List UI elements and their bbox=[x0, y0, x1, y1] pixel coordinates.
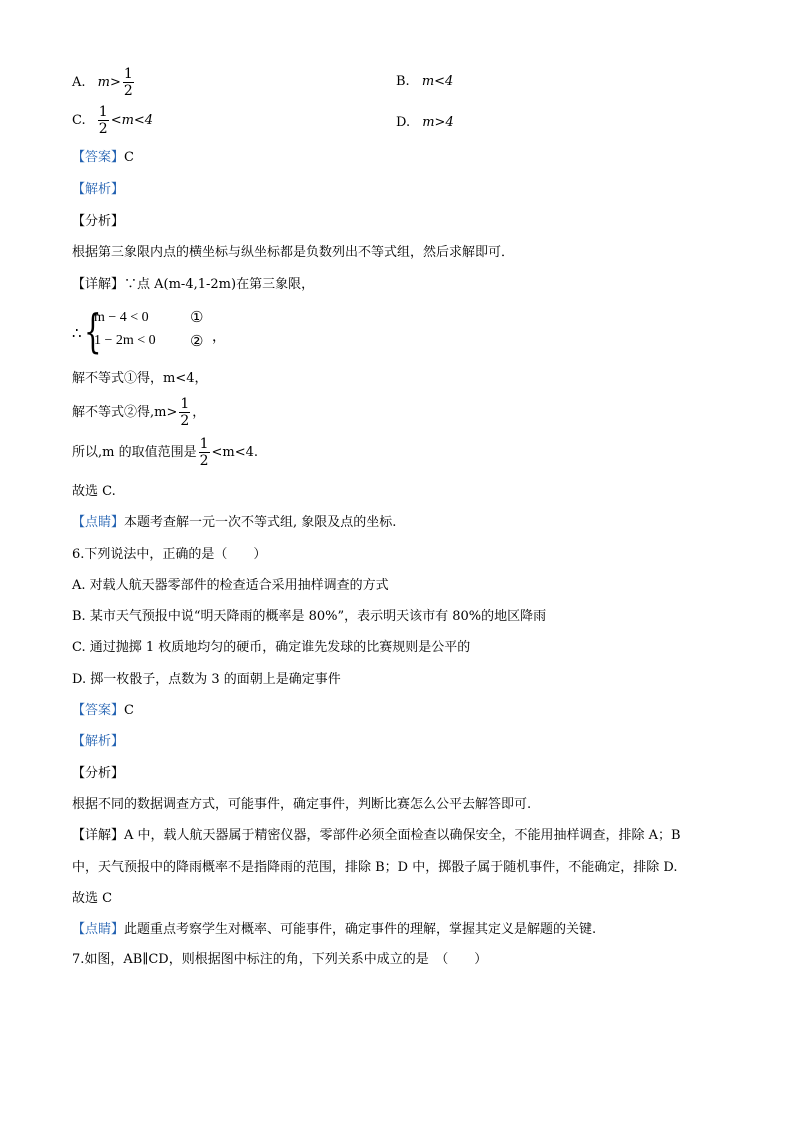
option-letter: B. bbox=[396, 74, 410, 89]
q6-choose: 故选 C bbox=[72, 891, 113, 906]
dianjing-label: 【点睛】 bbox=[72, 515, 125, 530]
q6-dianjing bbox=[72, 921, 596, 939]
answer-value: C bbox=[124, 150, 134, 165]
q5-choose: 故选 C. bbox=[72, 484, 116, 499]
fraction bbox=[179, 396, 190, 429]
dianjing-text: 本题考查解一元一次不等式组, 象限及点的坐标. bbox=[124, 515, 397, 530]
fraction-denominator: 2 bbox=[199, 453, 209, 469]
option-b-text: m<4 bbox=[421, 74, 454, 89]
xiangjie-label: 【详解】 bbox=[72, 277, 125, 292]
q6-option-c: C. 通过抛掷 1 枚质地均匀的硬币，确定谁先发球的比赛规则是公平的 bbox=[72, 640, 471, 655]
q5-fenxi: 【分析】 bbox=[72, 214, 125, 229]
q6-jiexi: 【解析】 bbox=[72, 734, 125, 749]
q7-stem: 7.如图，AB∥CD，则根据图中标注的角，下列关系中成立的是 （ ） bbox=[72, 952, 488, 967]
fraction bbox=[199, 436, 210, 469]
q6-xiangjie-line-2: 中，天气预报中的降雨概率不是指降雨的范围，排除 B；D 中，掷骰子属于随机事件，不能确定，排除 D. bbox=[72, 860, 678, 875]
q5-answer bbox=[72, 149, 134, 167]
q6-option-d: D. 掷一枚骰子，点数为 3 的面朝上是确定事件 bbox=[72, 672, 341, 687]
q5-jiexi: 【解析】 bbox=[72, 182, 125, 197]
fraction-numerator: 1 bbox=[123, 66, 133, 82]
inequality-2: 1 − 2m < 0 bbox=[94, 333, 156, 348]
fraction-numerator: 1 bbox=[180, 396, 190, 412]
q6-fenxi: 【分析】 bbox=[72, 766, 125, 781]
q5-option-a bbox=[72, 66, 136, 99]
q5-fenxi-text: 根据第三象限内点的横坐标与纵坐标都是负数列出不等式组，然后求解即可． bbox=[72, 245, 515, 260]
q5-solve-1: 解不等式①得，m<4， bbox=[72, 371, 208, 386]
dianjing-label: 【点睛】 bbox=[72, 922, 125, 937]
circled-1: ① bbox=[190, 308, 204, 326]
q6-option-b: B. 某市天气预报中说“明天降雨的概率是 80%”，表示明天该市有 80%的地区降雨 bbox=[72, 609, 547, 624]
q6-fenxi-text: 根据不同的数据调查方式，可能事件，确定事件，判断比赛怎么公平去解答即可. bbox=[72, 797, 532, 812]
therefore-symbol: ∴ bbox=[72, 324, 82, 342]
xiangjie-text: ∵点 A(m-4,1-2m)在第三象限， bbox=[124, 277, 315, 292]
inequality-system bbox=[72, 304, 312, 358]
fraction-denominator: 2 bbox=[180, 413, 190, 429]
q5-option-c bbox=[72, 104, 153, 137]
fraction-denominator: 2 bbox=[123, 83, 133, 99]
range-prefix: 所以,m 的取值范围是 bbox=[72, 445, 197, 460]
solve-2-suffix: ， bbox=[192, 405, 206, 420]
q6-xiangjie-line-1 bbox=[72, 827, 681, 845]
left-brace: { bbox=[84, 304, 102, 358]
q5-solve-2 bbox=[72, 396, 205, 429]
range-suffix: <m<4. bbox=[211, 445, 259, 460]
option-letter: D. bbox=[396, 115, 411, 130]
fraction-denominator: 2 bbox=[98, 121, 108, 137]
inequality-1: m − 4 < 0 bbox=[94, 310, 149, 325]
fraction bbox=[98, 104, 109, 137]
comma: ， bbox=[212, 329, 226, 345]
circled-2: ② bbox=[190, 332, 204, 350]
option-letter: C. bbox=[72, 113, 86, 128]
q5-option-d bbox=[396, 114, 454, 132]
q6-stem: 6.下列说法中，正确的是（ ） bbox=[72, 547, 267, 562]
fraction-numerator: 1 bbox=[199, 436, 209, 452]
q5-range bbox=[72, 436, 258, 469]
fraction-numerator: 1 bbox=[98, 104, 108, 120]
q6-option-a: A. 对载人航天器零部件的检查适合采用抽样调查的方式 bbox=[72, 578, 389, 593]
fraction bbox=[123, 66, 134, 99]
q5-option-b bbox=[396, 73, 453, 91]
answer-value: C bbox=[124, 703, 134, 718]
option-letter: A. bbox=[72, 75, 86, 90]
q5-xiangjie bbox=[72, 276, 314, 294]
dianjing-text: 此题重点考察学生对概率、可能事件，确定事件的理解，掌握其定义是解题的关键. bbox=[124, 922, 597, 937]
q6-answer bbox=[72, 702, 134, 720]
option-a-text: m> bbox=[97, 75, 121, 90]
option-c-text: <m<4 bbox=[110, 113, 154, 128]
xiangjie-label: 【详解】 bbox=[72, 828, 125, 843]
solve-2-prefix: 解不等式②得,m> bbox=[72, 405, 178, 420]
answer-label: 【答案】 bbox=[72, 150, 125, 165]
q5-dianjing bbox=[72, 514, 396, 532]
xiangjie-text: A 中，载人航天器属于精密仪器，零部件必须全面检查以确保安全，不能用抽样调查，排除 A；B bbox=[124, 828, 681, 843]
answer-label: 【答案】 bbox=[72, 703, 125, 718]
option-d-text: m>4 bbox=[422, 115, 454, 130]
